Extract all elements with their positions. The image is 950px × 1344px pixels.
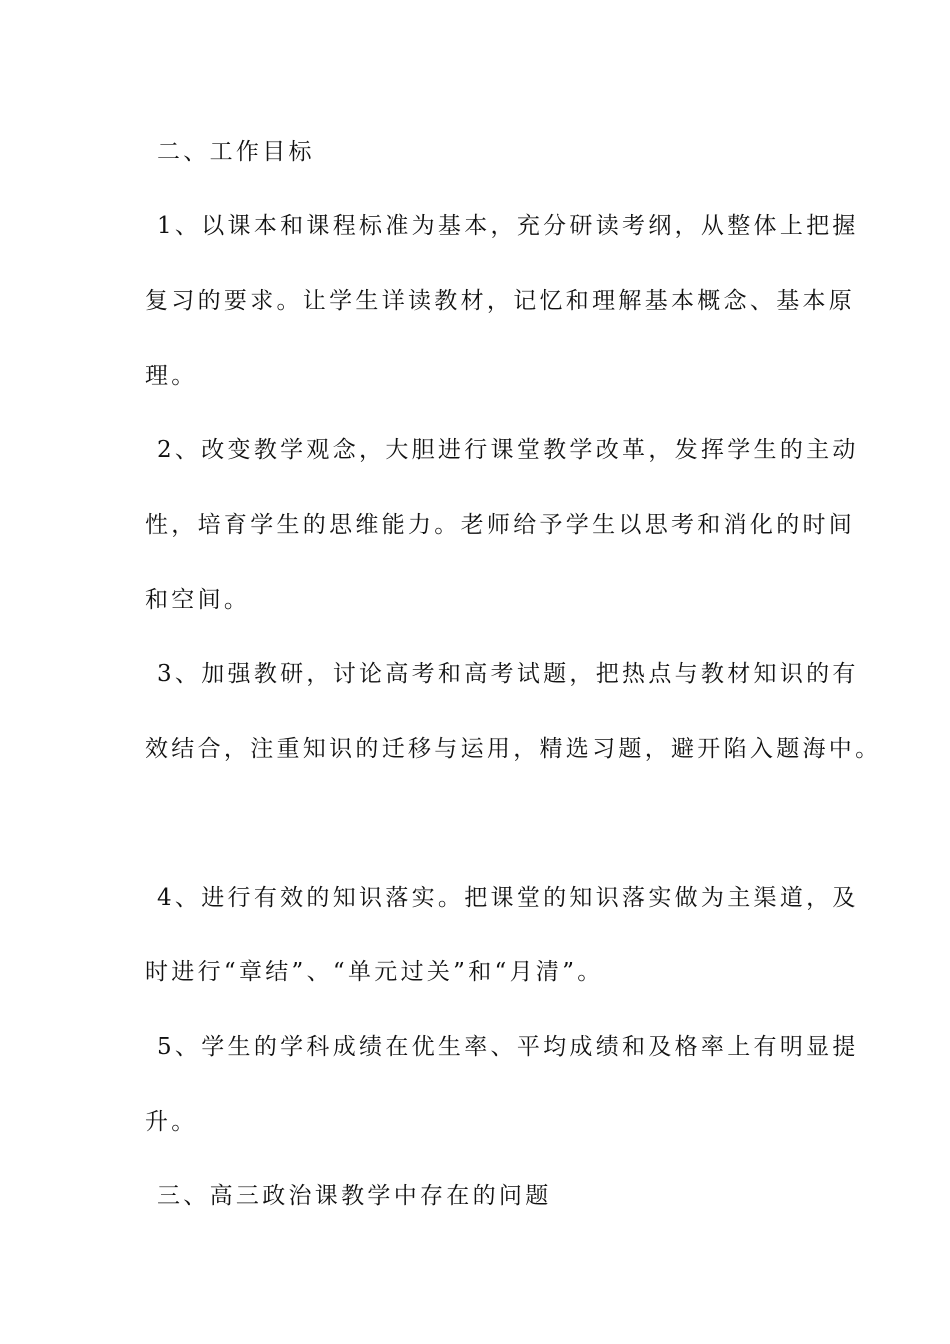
paragraph-line: 效结合，注重知识的迁移与运用，精选习题，避开陷入题海中。 — [145, 736, 882, 762]
paragraph-line: 3、加强教研，讨论高考和高考试题，把热点与教材知识的有 — [157, 661, 859, 687]
paragraph-line: 4、进行有效的知识落实。把课堂的知识落实做为主渠道，及 — [157, 885, 859, 911]
paragraph-line: 升。 — [145, 1109, 198, 1135]
paragraph-line: 1、以课本和课程标准为基本，充分研读考纲，从整体上把握 — [157, 213, 859, 239]
paragraph-line: 和空间。 — [145, 587, 251, 613]
paragraph-line: 5、学生的学科成绩在优生率、平均成绩和及格率上有明显提 — [157, 1034, 859, 1060]
paragraph-line: 2、改变教学观念，大胆进行课堂教学改革，发挥学生的主动 — [157, 437, 859, 463]
paragraph-line: 性，培育学生的思维能力。老师给予学生以思考和消化的时间 — [145, 512, 856, 538]
paragraph-line: 时进行“章结”、“单元过关”和“月清”。 — [145, 959, 604, 985]
section-heading-problems: 三、高三政治课教学中存在的问题 — [157, 1183, 552, 1209]
section-heading-goals: 二、工作目标 — [157, 139, 315, 165]
paragraph-line: 复习的要求。让学生详读教材，记忆和理解基本概念、基本原 — [145, 288, 856, 314]
paragraph-line: 理。 — [145, 363, 198, 389]
